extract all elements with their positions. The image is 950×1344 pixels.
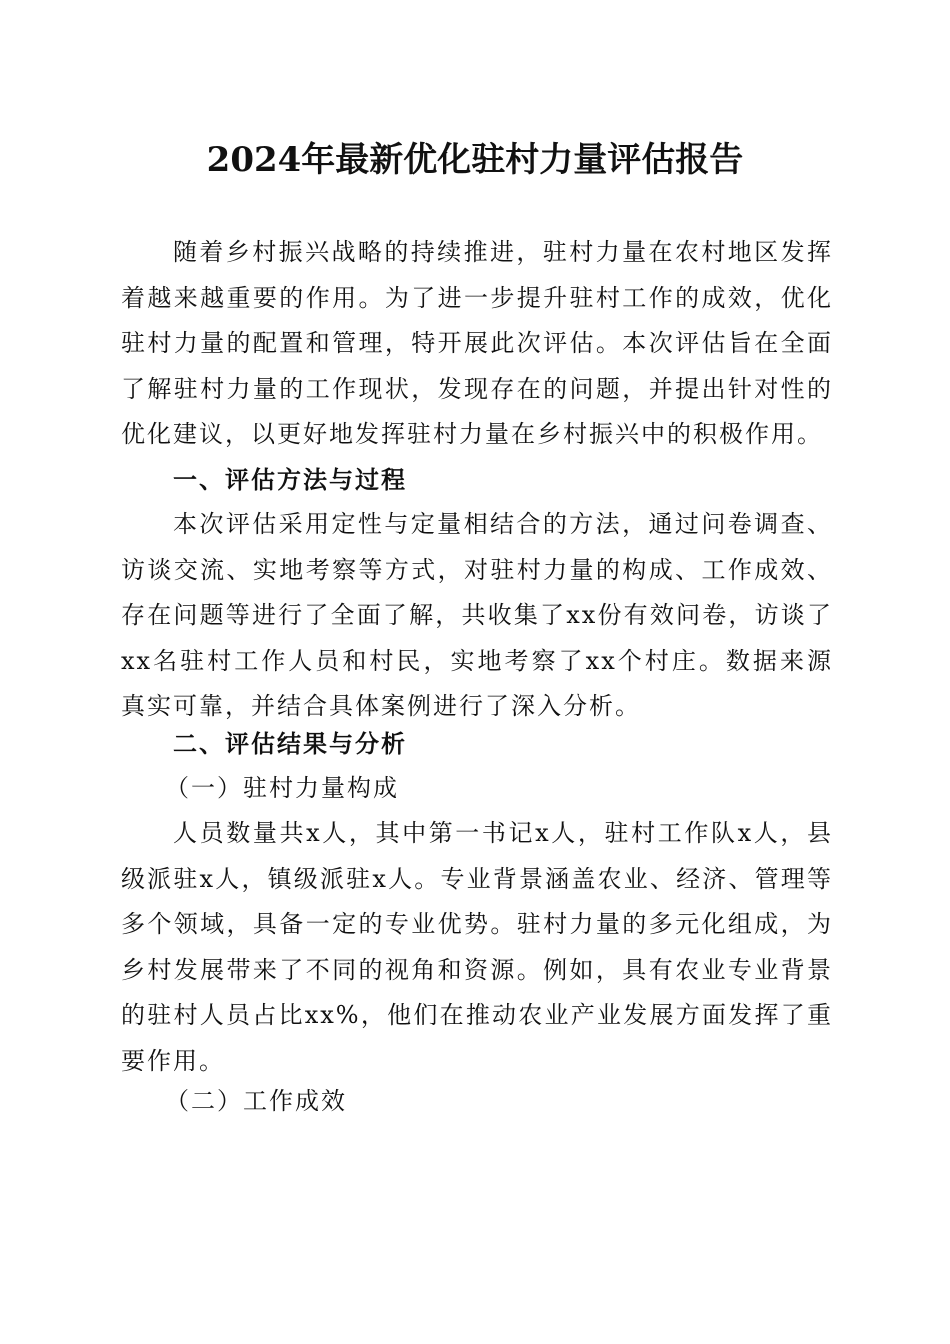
section-heading-methods: 一、评估方法与过程 (173, 465, 407, 494)
subheading-effectiveness: （二）工作成效 (165, 1087, 347, 1115)
methods-paragraph: 本次评估采用定性与定量相结合的方法，通过问卷调查、访谈交流、实地考察等方式，对驻村力量的构成、工作成效、存在问题等进行了全面了解，共收集了xx份有效问卷，访谈了xx名驻村工作人员和村民，实地考察了xx个村庄。数据来源真实可靠，并结合具体案例进行了深入分析。 (121, 510, 833, 720)
composition-paragraph: 人员数量共x人，其中第一书记x人，驻村工作队x人，县级派驻x人，镇级派驻x人。专业背景涵盖农业、经济、管理等多个领域，具备一定的专业优势。驻村力量的多元化组成，为乡村发展带来了不同的视角和资源。例如，具有农业专业背景的驻村人员占比xx%，他们在推动农业产业发展方面发挥了重要作用。 (121, 819, 833, 1075)
section-heading-results: 二、评估结果与分析 (173, 729, 407, 758)
intro-paragraph: 随着乡村振兴战略的持续推进，驻村力量在农村地区发挥着越来越重要的作用。为了进一步提升驻村工作的成效，优化驻村力量的配置和管理，特开展此次评估。本次评估旨在全面了解驻村力量的工作现状，发现存在的问题，并提出针对性的优化建议，以更好地发挥驻村力量在乡村振兴中的积极作用。 (121, 238, 833, 448)
document-title: 2024年最新优化驻村力量评估报告 (206, 140, 744, 180)
subheading-composition: （一）驻村力量构成 (165, 774, 399, 802)
